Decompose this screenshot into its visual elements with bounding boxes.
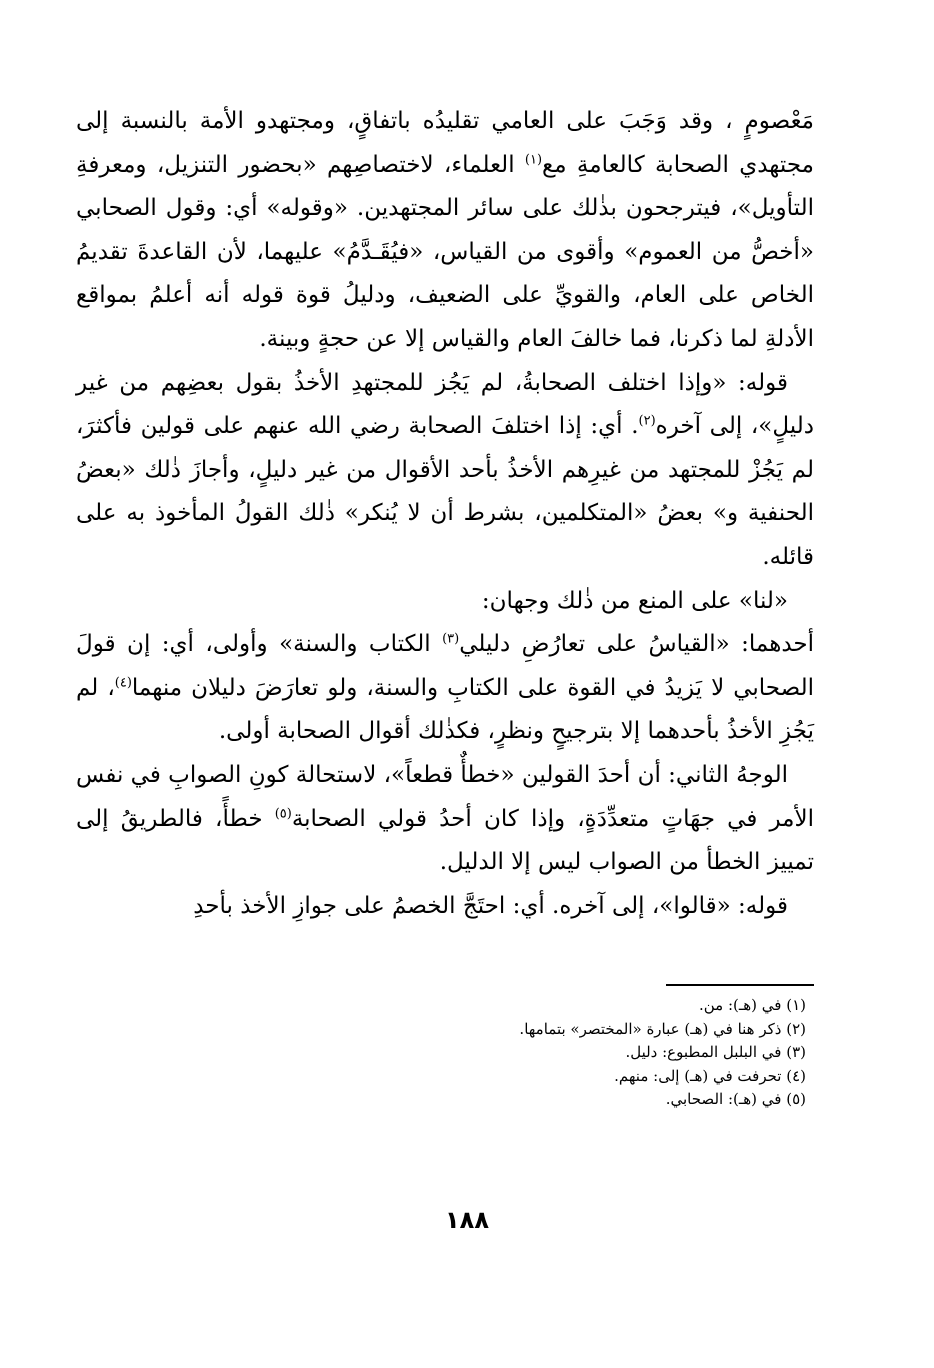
footnote-marker: (١)	[524, 151, 543, 167]
text-run: «لنا» على المنع من ذٰلك وجهان:	[481, 587, 788, 614]
text-run: ، لم يَجُزِ الأخذُ بأحدهما إلا بترجيحٍ ونظرٍ، فكذٰلك أقوال الصحابة أولى.	[76, 674, 814, 745]
footnote: (٥) في (هـ): الصحابي.	[665, 1090, 806, 1108]
text-run: . أي: إذا اختلفَ الصحابة رضي الله عنهم على قولين فأكثرَ، لم يَجُزْ للمجتهد من غيرِهم الأخذُ بأحد الأقوال من غير دليلٍ، وأجازَ ذٰلك «بعضُ الحنفية و» بعضُ «المتكلمين، بشرط أن لا يُنكر» ذٰلك القولُ المأخوذ به على قائله.	[76, 413, 814, 570]
paragraph	[76, 362, 814, 580]
paragraph	[76, 623, 814, 754]
footnote: (١) في (هـ): من.	[698, 996, 806, 1014]
footnote: (٢) ذكر هنا في (هـ) عبارة «المختصر» بتمامها.	[519, 1019, 806, 1038]
text-run: قوله: «وإذا اختلف الصحابةُ، لم يَجُز للمجتهدِ الأخذُ بقول بعضِهم من غير دليلٍ»، إلى آخره	[76, 369, 814, 440]
footnote-list	[76, 994, 814, 1112]
text-run: أحدهما: «القياسُ على تعارُضِ دليلي	[459, 631, 814, 658]
footnotes-section	[76, 984, 814, 1112]
footnote-marker: (٢)	[638, 413, 656, 429]
page-number: ١٨٨	[445, 1206, 489, 1234]
text-run: العلماء، لاختصاصِهم «بحضور التنزيل، ومعرفةِ التأويل»، فيترجحون بذٰلك على سائر المجتهدين. «وقوله» أي: وقول الصحابي «أخصُّ من العموم» وأقوى من القياس، «فيُقَـدَّمُ» عليهما، لأن القاعدةَ تقديمُ الخاص على العام، والقويِّ على الضعيف، ودليلُ قوة قوله أنه أعلمُ بمواقع الأدلةِ لما ذكرنا، فما خالفَ العام والقياس إلا عن حجةٍ وبينة.	[76, 151, 814, 352]
footnote: (٣) في البلبل المطبوع: دليل.	[625, 1043, 806, 1061]
text-run: مَعْصومٍ ، وقد وَجَبَ على العامي تقليدُه باتفاقٍ، ومجتهدو الأمة بالنسبة إلى مجتهدي الصحابة كالعامةِ مع	[76, 108, 814, 178]
text-run: خطأً، فالطريقُ إلى تمييز الخطأ من الصواب ليس إلا الدليل.	[76, 805, 814, 876]
paragraph	[76, 100, 814, 362]
text-run: الوجهُ الثاني: أن أحدَ القولين «خطأٌ قطعاً»، لاستحالة كونِ الصوابِ في نفس الأمر في جهَاتٍ متعدِّدَةٍ، وإذا كان أحدُ قولي الصحابة	[76, 761, 814, 832]
paragraph	[76, 580, 814, 624]
paragraph	[76, 754, 814, 885]
footnote-marker: (٤)	[114, 675, 132, 691]
footnote-marker: (٣)	[442, 631, 460, 647]
footnote: (٤) تحرفت في (هـ) إلى: منهم.	[614, 1066, 806, 1085]
paragraph	[76, 885, 814, 929]
footnote-marker: (٥)	[274, 805, 292, 821]
text-run: الكتاب والسنة» وأولى، أي: إن قولَ الصحابي لا يَزيدُ في القوة على الكتابِ والسنة، ولو تعارَضَ دليلان منهما	[76, 631, 814, 701]
footnote-divider	[666, 984, 814, 986]
main-text	[76, 100, 814, 928]
text-run: قوله: «قالوا»، إلى آخره. أي: احتَجَّ الخصمُ على جوازِ الأخذ بأحدِ	[193, 892, 788, 919]
